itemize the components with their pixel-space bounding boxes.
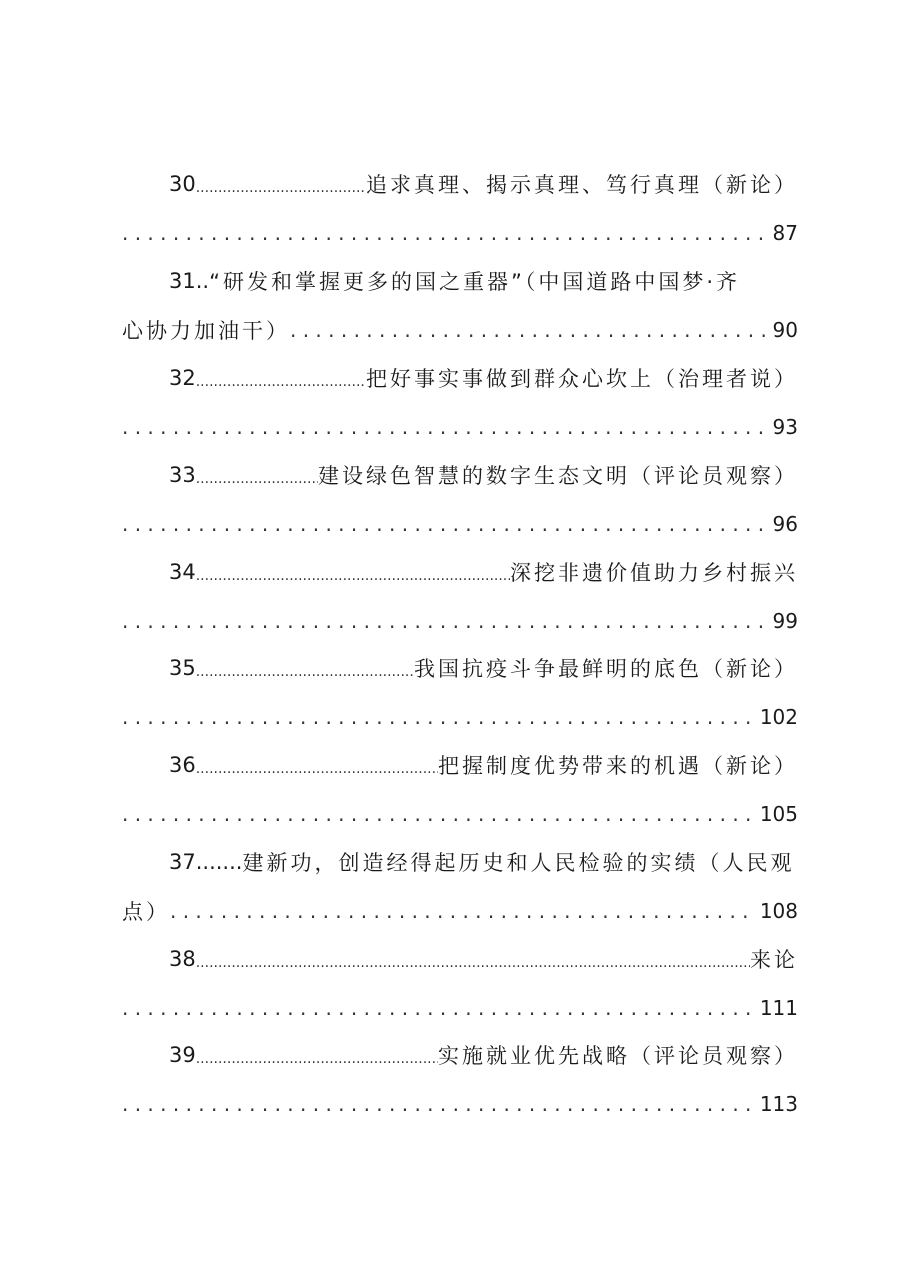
- toc-entry-title: 把握制度优势带来的机遇（新论）: [438, 754, 798, 778]
- toc-entry-number: 31: [169, 269, 196, 293]
- toc-entry-title-line: [122, 557, 798, 587]
- toc-entry-title-line: [122, 266, 798, 296]
- toc-entry-number: 39: [169, 1043, 196, 1067]
- toc-entry-page-number: 93: [772, 415, 798, 439]
- toc-entry-page-number: 96: [772, 512, 798, 536]
- toc-entry-title: 我国抗疫斗争最鲜明的底色（新论）: [414, 657, 798, 681]
- toc-entry-page-number: 99: [772, 609, 798, 633]
- toc-entry-title-line: [122, 750, 798, 780]
- dot-leader: [122, 707, 756, 727]
- toc-entry-title: 深挖非遗价值助力乡村振兴: [510, 561, 798, 585]
- toc-entry-number: 36: [169, 753, 196, 777]
- toc-entry-prefix-dots: ..: [195, 269, 210, 293]
- dot-leader: [196, 561, 510, 583]
- toc-entry-title-line: [122, 363, 798, 393]
- toc-entry-page-line: [122, 218, 798, 248]
- toc-entry-page-line: [122, 1089, 798, 1119]
- toc-entry-page-number: 87: [772, 221, 798, 245]
- toc-entry-page-line: [122, 702, 798, 732]
- toc-entry-title-line: [122, 460, 798, 490]
- toc-entry-title-continued: 点）: [122, 900, 170, 924]
- dot-leader: [122, 514, 769, 534]
- toc-entry-page-number: 102: [759, 705, 798, 729]
- toc-entry-title-line: [122, 653, 798, 683]
- toc-entry-title-line: [122, 944, 798, 974]
- toc-entry-page-line: [122, 412, 798, 442]
- dot-leader: [122, 417, 769, 437]
- toc-entry-page-number: 108: [759, 899, 798, 923]
- toc-entry-page-number: 105: [759, 802, 798, 826]
- toc-entry-title-continued: 心协力加油干）: [122, 319, 290, 343]
- toc-entry-title-line: [122, 169, 798, 199]
- toc-entry-page-number: 90: [772, 318, 798, 342]
- dot-leader: [196, 948, 750, 970]
- toc-entry-title-line: [122, 1040, 798, 1070]
- toc-entry-title: 建新功，创造经得起历史和人民检验的实绩（人民观: [242, 851, 795, 875]
- toc-entry-number: 33: [169, 463, 196, 487]
- dot-leader: [122, 998, 756, 1018]
- dot-leader: [196, 173, 366, 195]
- toc-entry-number: 37: [169, 850, 196, 874]
- toc-entry-page-line: [122, 606, 798, 636]
- toc-entry-page-line: [122, 799, 798, 829]
- toc-entry-number: 34: [169, 560, 196, 584]
- dot-leader: [122, 1094, 756, 1114]
- dot-leader: [196, 367, 366, 389]
- toc-entry-title: “研发和掌握更多的国之重器”（中国道路中国梦·齐: [209, 270, 741, 294]
- dot-leader: [196, 657, 414, 679]
- toc-entry-page-line: [122, 509, 798, 539]
- dot-leader: [196, 754, 438, 776]
- toc-entry-title: 把好事实事做到群众心坎上（治理者说）: [366, 367, 798, 391]
- toc-entry-page-line: [122, 315, 798, 345]
- dot-leader: [122, 804, 756, 824]
- dot-leader: [290, 320, 769, 340]
- toc-entry-page-number: 113: [759, 1092, 798, 1116]
- toc-entry-title-line: [122, 847, 798, 877]
- toc-entry-title: 建设绿色智慧的数字生态文明（评论员观察）: [318, 464, 798, 488]
- toc-entry-number: 32: [169, 366, 196, 390]
- toc-entry-number: 30: [169, 172, 196, 196]
- toc-entry-page-line: [122, 993, 798, 1023]
- toc-entry-number: 35: [169, 656, 196, 680]
- toc-entry-title: 追求真理、揭示真理、笃行真理（新论）: [366, 173, 798, 197]
- toc-entry-prefix-dots: .......: [195, 850, 243, 874]
- toc-entry-number: 38: [169, 947, 196, 971]
- dot-leader: [170, 901, 756, 921]
- toc-entry-title: 实施就业优先战略（评论员观察）: [438, 1044, 798, 1068]
- toc-entry-page-number: 111: [759, 996, 798, 1020]
- toc-entry-page-line: [122, 896, 798, 926]
- dot-leader: [122, 223, 769, 243]
- dot-leader: [196, 1044, 438, 1066]
- dot-leader: [122, 611, 769, 631]
- toc-entry-title: 来论: [750, 948, 798, 972]
- dot-leader: [196, 464, 318, 486]
